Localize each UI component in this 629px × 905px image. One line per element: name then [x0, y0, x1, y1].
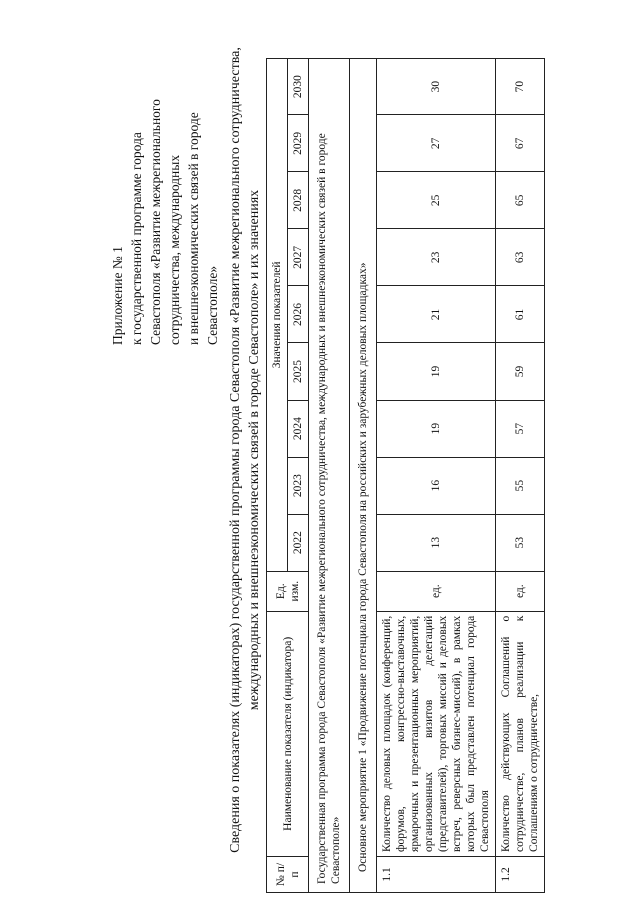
row-value: 53	[496, 514, 545, 571]
annex-line: Севастополе»	[205, 265, 220, 345]
row-num: 1.2	[496, 856, 545, 892]
program-title: Государственная программа города Севастополя «Развитие межрегионального сотрудничества, международных и внешнеэкономических связей в городе Севастополе»	[309, 59, 350, 893]
program-row	[309, 59, 350, 893]
table-header-row	[267, 59, 288, 893]
header-unit: Ед. изм.	[267, 571, 309, 611]
header-year: 2027	[288, 229, 309, 286]
header-year: 2028	[288, 172, 309, 229]
row-value: 19	[377, 400, 496, 457]
row-unit: ед.	[377, 571, 496, 611]
row-value: 70	[496, 59, 545, 115]
row-name: Количество деловых площадок (конференций, форумов, конгрессно-выставочных, ярмарочных и презентационных мероприятий, организованных визитов делегаций (представителей), торговых миссий и деловых встреч, реверсных бизнес-миссий), в рамках которых был представлен потенциал города Севастополя	[377, 611, 496, 856]
annex-line: к государственной программе города	[129, 132, 144, 345]
row-name: Количество действующих Соглашений о сотрудничестве, планов реализации к Соглашениям о сотрудничестве,	[496, 611, 545, 856]
row-num: 1.1	[377, 856, 496, 892]
header-values-group: Значения показателей	[267, 59, 288, 572]
header-name: Наименование показателя (индикатора)	[267, 611, 309, 856]
header-year: 2030	[288, 59, 309, 115]
annex-line: Севастополя «Развитие межрегионального	[148, 99, 163, 345]
annex-line: и внешнеэкономических связей в городе	[186, 112, 201, 345]
indicators-table	[266, 58, 545, 893]
header-year: 2025	[288, 343, 309, 400]
table-row	[377, 59, 496, 893]
header-year: 2024	[288, 400, 309, 457]
annex-line: сотрудничества, международных	[167, 154, 182, 345]
row-value: 67	[496, 115, 545, 172]
row-value: 59	[496, 343, 545, 400]
annex-header	[108, 65, 222, 345]
annex-line: Приложение № 1	[110, 246, 125, 345]
row-value: 61	[496, 286, 545, 343]
header-year: 2023	[288, 457, 309, 514]
header-year: 2029	[288, 115, 309, 172]
row-unit: ед.	[496, 571, 545, 611]
header-year: 2026	[288, 286, 309, 343]
row-value: 21	[377, 286, 496, 343]
row-value: 19	[377, 343, 496, 400]
row-value: 65	[496, 172, 545, 229]
row-value: 25	[377, 172, 496, 229]
activity-title: Основное мероприятие 1 «Продвижение потенциала города Севастополя на российских и зарубежных деловых площадках»	[350, 59, 377, 893]
row-value: 23	[377, 229, 496, 286]
header-num: № п/п	[267, 856, 309, 892]
row-value: 27	[377, 115, 496, 172]
activity-row	[350, 59, 377, 893]
header-year: 2022	[288, 514, 309, 571]
row-value: 63	[496, 229, 545, 286]
row-value: 16	[377, 457, 496, 514]
row-value: 55	[496, 457, 545, 514]
row-value: 30	[377, 59, 496, 115]
row-value: 13	[377, 514, 496, 571]
document-title: Сведения о показателях (индикаторах) государственной программы города Севастополя «Развитие межрегионального сотрудничества, международных и внешнеэкономических связей в городе Севастополе» и их значениях	[228, 47, 262, 853]
row-value: 57	[496, 400, 545, 457]
table-row	[496, 59, 545, 893]
